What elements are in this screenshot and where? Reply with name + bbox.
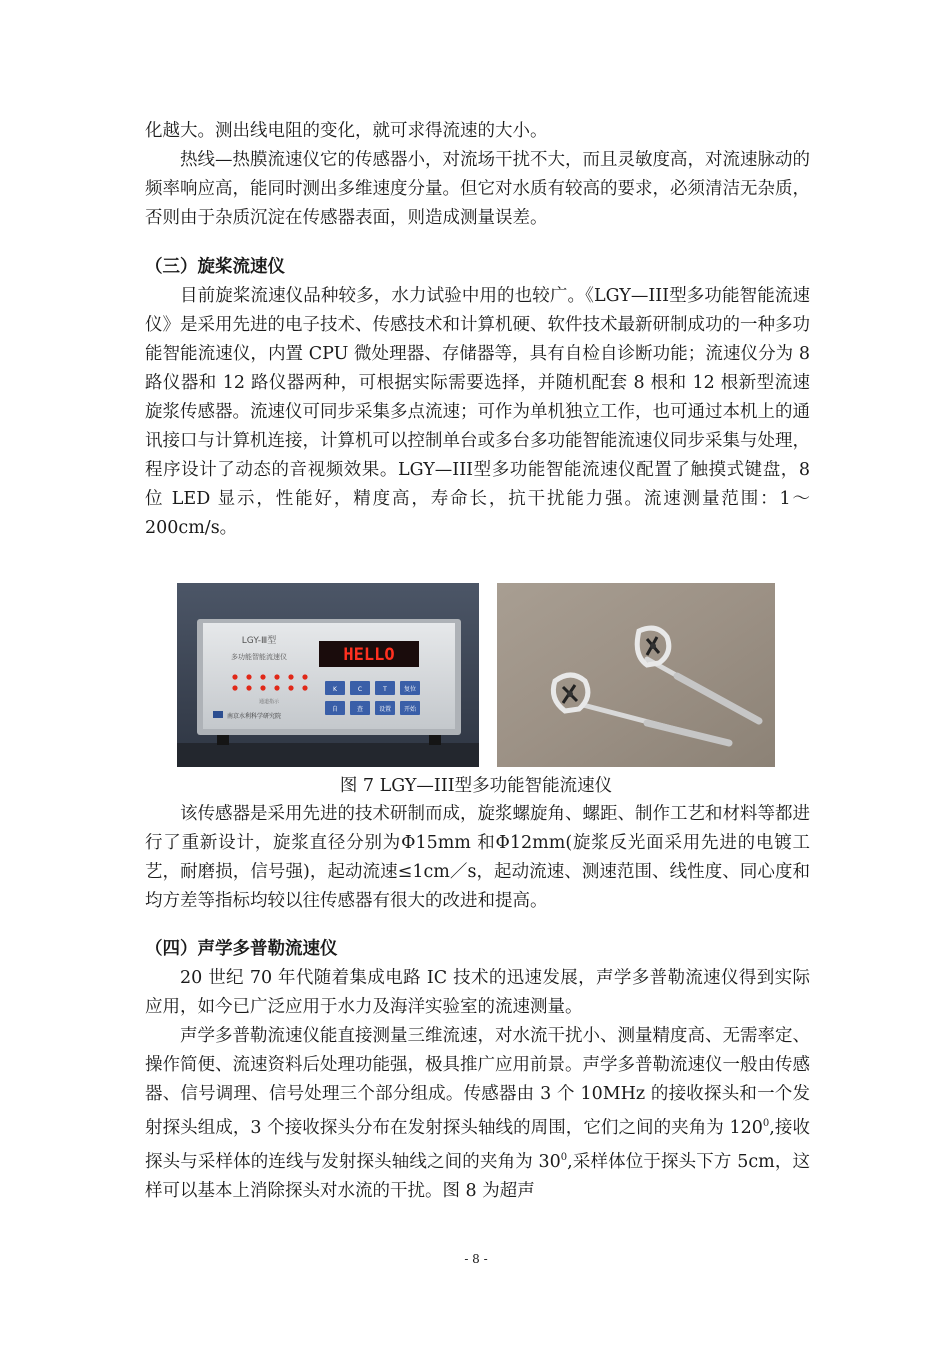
key-label: 设置 (378, 706, 392, 713)
doppler-text-a: 声学多普勒流速仪能直接测量三维流速，对水流干扰小、测量精度高、无需率定、操作简便、流速资料后处理功能强，极具推广应用前景。声学多普勒流速仪一般由传感器、信号调理、信号处理三个部分组成。传感器由 3 个 10MHz 的接收探头和一个发射探头组成，3 个接收探头分布在发射探头轴线的周围，它们之间的夹角为 120 (145, 1026, 810, 1138)
after-figure-block (145, 800, 810, 916)
paragraph-hotwire: 热线—热膜流速仪它的传感器小，对流场干扰不大，而且灵敏度高，对流速脉动的频率响应高，能同时测出多维速度分量。但它对水质有较高的要求，必须清洁无杂质，否则由于杂质沉淀在传感器表面，则造成测量误差。 (145, 150, 810, 228)
page-number: - 8 - (464, 1252, 488, 1266)
paragraph-doppler-description (145, 1022, 810, 1206)
maker-logo (213, 711, 223, 718)
key-label: K (333, 686, 337, 693)
sensor-illustration (497, 583, 775, 767)
key-label: C (357, 686, 363, 693)
key-label: T (383, 686, 387, 693)
led-readout: HELLO (343, 645, 395, 665)
section4-body (145, 964, 810, 1206)
channel-label: 通道指示 (258, 699, 280, 705)
key-label: 查 (356, 706, 364, 713)
continuation-line: 化越大。测出线电阻的变化，就可求得流速的大小。 (145, 121, 548, 141)
opening-block (145, 117, 810, 233)
paragraph-sensor: 该传感器是采用先进的技术研制而成，旋浆螺旋角、螺距、制作工艺和材料等都进行了重新设计，旋浆直径分别为Φ15mm 和Φ12mm(旋浆反光面采用先进的电镀工艺，耐磨损，信号强)，起动流速≤1cm／s，起动流速、测速范围、线性度、同心度和均方差等指标均较以往传感器有很大的改进和提高。 (145, 804, 810, 911)
instrument-illustration (177, 583, 479, 767)
paragraph-propeller: 目前旋桨流速仪品种较多，水力试验中用的也较广。《LGY—III型多功能智能流速仪》是采用先进的电子技术、传感技术和计算机硬、软件技术最新研制成功的一种多功能智能流速仪，内置 CPU 微处理器、存储器等，具有自检自诊断功能；流速仪分为 8 路仪器和 12 路仪器两种，可根据实际需要选择，并随机配套 8 根和 12 根新型流速旋浆传感器。流速仪可同步采集多点流速；可作为单机独立工作，也可通过本机上的通讯接口与计算机连接，计算机可以控制单台或多台多功能智能流速仪同步采集与处理，程序设计了动态的音视频效果。LGY—III型多功能智能流速仪配置了触摸式键盘，8 位 LED 显示，性能好，精度高，寿命长，抗干扰能力强。流速测量范围：1～200cm/s。 (145, 286, 810, 538)
key-label: 开始 (403, 706, 417, 713)
key-label: 自 (331, 706, 339, 713)
device-title: LGY-Ⅲ型 (241, 636, 277, 646)
key-label: 复位 (403, 686, 417, 693)
section-heading-doppler: （四）声学多普勒流速仪 (145, 939, 338, 959)
section-heading-propeller: （三）旋桨流速仪 (145, 257, 285, 277)
degree-superscript: 0 (762, 1118, 770, 1129)
maker-name: 南京水利科学研究院 (227, 713, 282, 720)
paragraph-doppler-history: 20 世纪 70 年代随着集成电路 IC 技术的迅速发展，声学多普勒流速仪得到实际应用，如今已广泛应用于水力及海洋实验室的流速测量。 (145, 968, 810, 1017)
propeller-sensor-photo (497, 583, 775, 767)
doppler-text-c: ,采样体位于探头下方 5cm，这样可以基本上消除探头对水流的干扰。图 8 为超声 (145, 1151, 810, 1201)
section3-body (145, 282, 810, 543)
instrument-photo (177, 583, 479, 767)
figure-caption: 图 7 LGY—III型多功能智能流速仪 (339, 776, 613, 796)
device-subtitle: 多功能智能流速仪 (231, 653, 287, 661)
degree-superscript: 0 (560, 1151, 568, 1163)
doppler-text-b: ,接收探头与采样体的连线与发射探头轴线之间的夹角为 30 (145, 1117, 810, 1172)
